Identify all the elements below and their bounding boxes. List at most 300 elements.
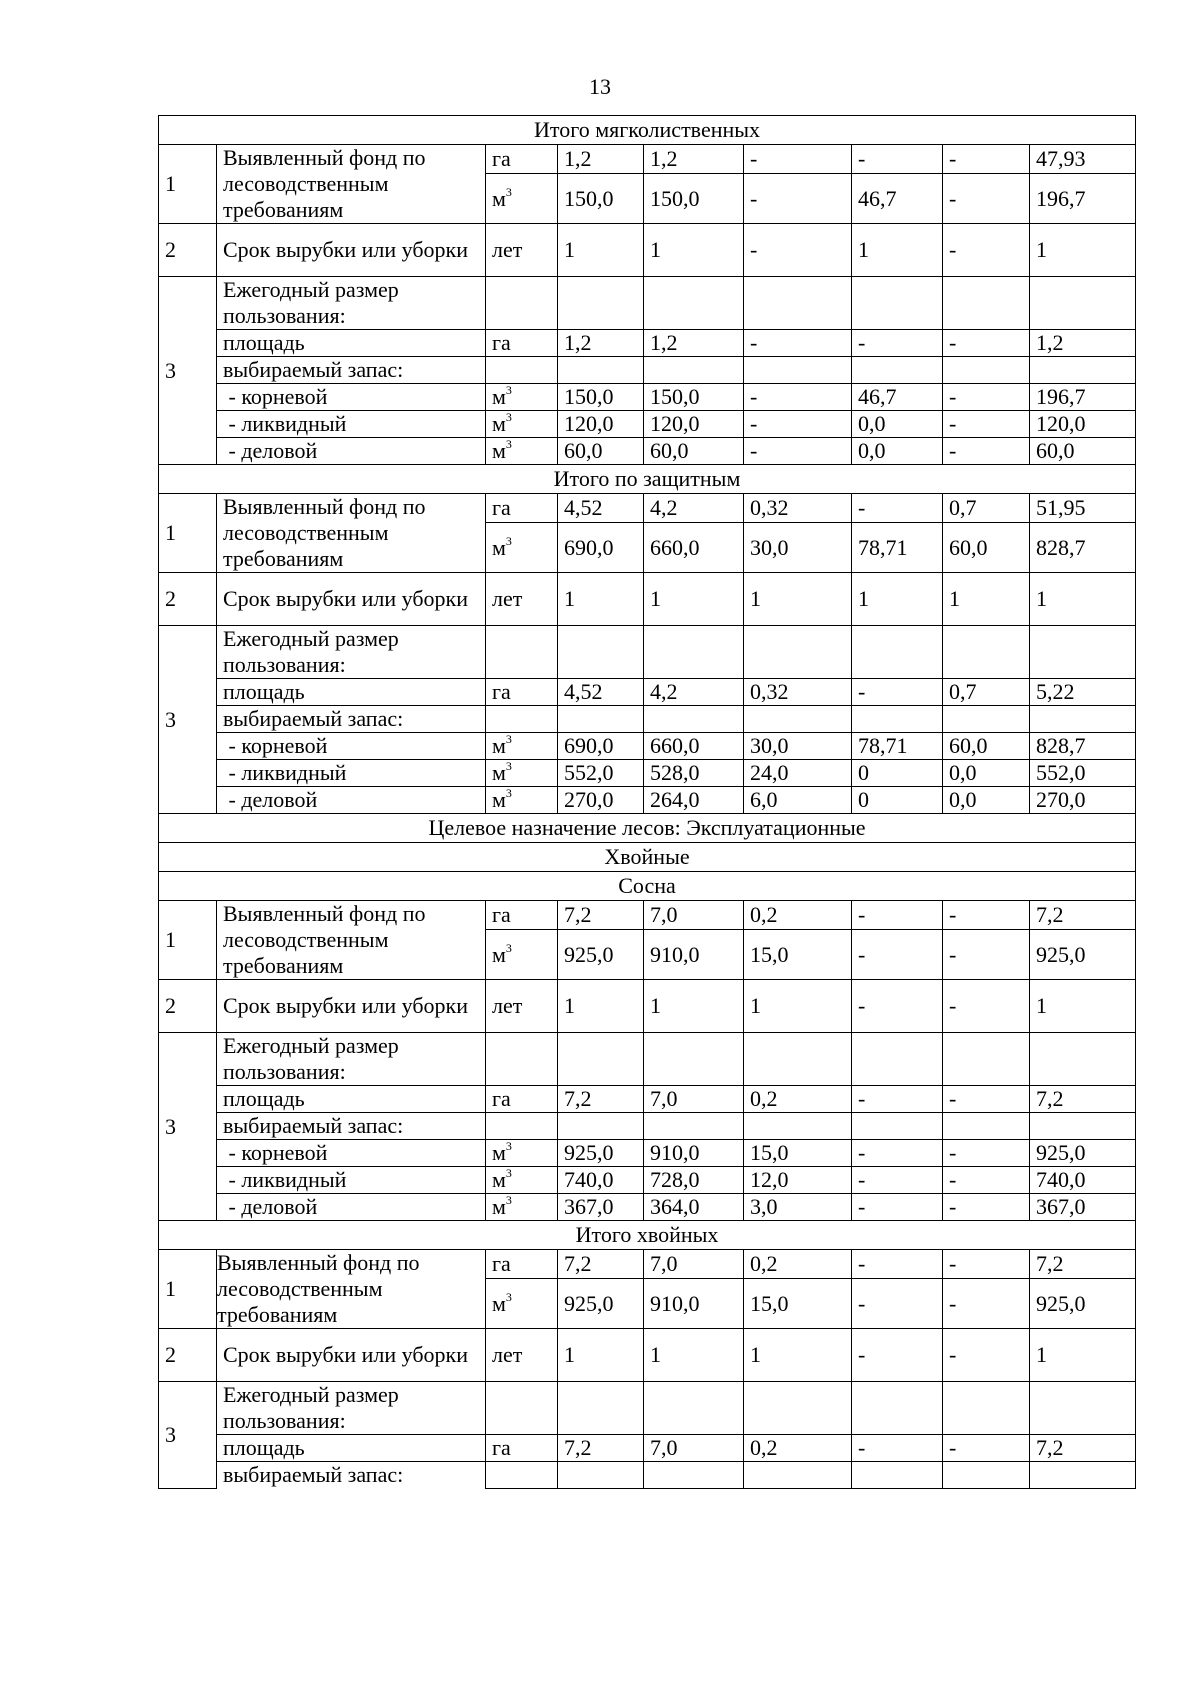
value-cell: - — [943, 1250, 1030, 1279]
stock-business-row — [159, 438, 1136, 465]
empty-cell — [943, 1113, 1030, 1140]
value-cell: 0 — [852, 760, 943, 787]
value-cell: 47,93 — [1030, 145, 1136, 174]
unit-cell — [486, 1167, 558, 1194]
row-number: 1 — [159, 901, 217, 980]
row-label: Ежегодный размер пользования: — [217, 277, 486, 330]
empty-cell — [558, 1033, 644, 1086]
empty-cell — [744, 1113, 852, 1140]
value-cell: - — [744, 224, 852, 277]
value-cell: 46,7 — [852, 174, 943, 224]
empty-cell — [1030, 706, 1136, 733]
value-cell: 120,0 — [558, 411, 644, 438]
value-cell: 690,0 — [558, 733, 644, 760]
value-cell: 740,0 — [558, 1167, 644, 1194]
unit-exponent: 3 — [505, 786, 512, 800]
empty-cell — [486, 1033, 558, 1086]
value-cell: 1 — [558, 224, 644, 277]
section-title: Целевое назначение лесов: Эксплуатационные — [159, 814, 1136, 843]
unit-exponent: 3 — [505, 383, 512, 397]
unit-text: м — [492, 411, 506, 436]
empty-cell — [1030, 626, 1136, 679]
value-cell: 7,2 — [558, 1086, 644, 1113]
section-title: Итого мягколиственных — [159, 116, 1136, 145]
empty-cell — [558, 357, 644, 384]
empty-cell — [558, 626, 644, 679]
value-cell: 1,2 — [558, 145, 644, 174]
value-cell: - — [943, 411, 1030, 438]
row-label: Выявленный фонд по лесоводственным требованиям — [217, 494, 486, 573]
value-cell: - — [943, 1279, 1030, 1329]
value-cell: - — [943, 1194, 1030, 1221]
row-label: - корневой — [217, 384, 486, 411]
unit-text: га — [492, 495, 511, 520]
empty-cell — [943, 357, 1030, 384]
value-cell: 4,52 — [558, 679, 644, 706]
section-title: Итого по защитным — [159, 465, 1136, 494]
value-cell: - — [943, 224, 1030, 277]
stock-root-row — [159, 384, 1136, 411]
empty-cell — [486, 1113, 558, 1140]
value-cell: 0,32 — [744, 494, 852, 523]
value-cell: 925,0 — [558, 930, 644, 980]
empty-cell — [744, 357, 852, 384]
value-cell: 1,2 — [644, 330, 744, 357]
section-header-row — [159, 843, 1136, 872]
row-label: - ликвидный — [217, 760, 486, 787]
value-cell: 1 — [1030, 980, 1136, 1033]
value-cell: 1,2 — [644, 145, 744, 174]
value-cell: 0 — [852, 787, 943, 814]
annual-use-row — [159, 626, 1136, 679]
value-cell: 120,0 — [1030, 411, 1136, 438]
unit-text: га — [492, 902, 511, 927]
value-cell: - — [943, 1167, 1030, 1194]
empty-cell — [486, 357, 558, 384]
unit-exponent: 3 — [505, 1193, 512, 1207]
value-cell: 552,0 — [1030, 760, 1136, 787]
annual-use-row — [159, 1382, 1136, 1435]
empty-cell — [558, 277, 644, 330]
value-cell: 7,2 — [558, 901, 644, 930]
value-cell: 925,0 — [1030, 1140, 1136, 1167]
unit-cell: га — [486, 330, 558, 357]
row-label: площадь — [217, 1435, 486, 1462]
unit-exponent: 3 — [505, 732, 512, 746]
empty-cell — [852, 1113, 943, 1140]
row-label: Выявленный фонд по лесоводственным требованиям — [217, 901, 486, 980]
felling-period-row — [159, 980, 1136, 1033]
row-label: Ежегодный размер пользования: — [217, 1382, 486, 1435]
unit-exponent: 3 — [505, 437, 512, 451]
value-cell: 15,0 — [744, 1140, 852, 1167]
value-cell: - — [852, 1250, 943, 1279]
row-label: - деловой — [217, 1194, 486, 1221]
section-title: Итого хвойных — [159, 1221, 1136, 1250]
unit-cell — [486, 930, 558, 980]
value-cell: 0,32 — [744, 679, 852, 706]
row-label: Срок вырубки или уборки — [217, 1329, 486, 1382]
empty-cell — [744, 1033, 852, 1086]
value-cell: 367,0 — [558, 1194, 644, 1221]
unit-cell — [486, 523, 558, 573]
value-cell: 15,0 — [744, 1279, 852, 1329]
empty-cell — [558, 706, 644, 733]
stock-label-row — [159, 1462, 1136, 1489]
value-cell: 910,0 — [644, 1279, 744, 1329]
unit-cell: лет — [486, 224, 558, 277]
empty-cell — [943, 706, 1030, 733]
value-cell: 24,0 — [744, 760, 852, 787]
value-cell: 1 — [1030, 1329, 1136, 1382]
empty-cell — [852, 357, 943, 384]
value-cell: - — [852, 980, 943, 1033]
value-cell: - — [744, 145, 852, 174]
unit-text: м — [492, 787, 506, 812]
empty-cell — [1030, 1033, 1136, 1086]
unit-cell — [486, 901, 558, 930]
empty-cell — [558, 1382, 644, 1435]
row-label: выбираемый запас: — [217, 1462, 486, 1489]
value-cell: 0,2 — [744, 901, 852, 930]
fund-row-area — [159, 901, 1136, 930]
row-number: 1 — [159, 1250, 217, 1329]
row-label: - деловой — [217, 787, 486, 814]
unit-exponent: 3 — [505, 533, 512, 548]
value-cell: 150,0 — [558, 174, 644, 224]
row-label: Ежегодный размер пользования: — [217, 1033, 486, 1086]
empty-cell — [852, 626, 943, 679]
value-cell: - — [852, 901, 943, 930]
value-cell: 364,0 — [644, 1194, 744, 1221]
value-cell: 0,0 — [943, 760, 1030, 787]
value-cell: 0,2 — [744, 1086, 852, 1113]
value-cell: 7,2 — [1030, 1250, 1136, 1279]
fund-row-area — [159, 1250, 1136, 1279]
empty-cell — [943, 1382, 1030, 1435]
empty-cell — [644, 1462, 744, 1489]
value-cell: 1 — [1030, 573, 1136, 626]
unit-cell: га — [486, 1435, 558, 1462]
row-number: 3 — [159, 277, 217, 465]
empty-cell — [744, 706, 852, 733]
value-cell: - — [943, 1435, 1030, 1462]
value-cell: 1 — [744, 573, 852, 626]
value-cell: 6,0 — [744, 787, 852, 814]
section-header-row — [159, 465, 1136, 494]
value-cell: 196,7 — [1030, 174, 1136, 224]
value-cell: 7,2 — [1030, 1435, 1136, 1462]
value-cell: 910,0 — [644, 930, 744, 980]
value-cell: 7,2 — [558, 1250, 644, 1279]
unit-text: м — [492, 760, 506, 785]
stock-business-row — [159, 1194, 1136, 1221]
row-label: - корневой — [217, 1140, 486, 1167]
row-label: Срок вырубки или уборки — [217, 980, 486, 1033]
value-cell: 270,0 — [558, 787, 644, 814]
row-label: Выявленный фонд по лесоводственным требованиям — [217, 1250, 486, 1329]
value-cell: 7,2 — [558, 1435, 644, 1462]
unit-exponent: 3 — [505, 759, 512, 773]
row-label: - корневой — [217, 733, 486, 760]
unit-cell — [486, 438, 558, 465]
felling-period-row — [159, 573, 1136, 626]
unit-cell — [486, 787, 558, 814]
stock-label-row — [159, 1113, 1136, 1140]
row-label: Срок вырубки или уборки — [217, 573, 486, 626]
unit-exponent: 3 — [505, 410, 512, 424]
empty-cell — [852, 1462, 943, 1489]
row-number: 2 — [159, 573, 217, 626]
empty-cell — [644, 357, 744, 384]
unit-cell — [486, 733, 558, 760]
row-number: 2 — [159, 1329, 217, 1382]
empty-cell — [486, 1462, 558, 1489]
value-cell: - — [943, 174, 1030, 224]
value-cell: 690,0 — [558, 523, 644, 573]
unit-cell: га — [486, 1086, 558, 1113]
value-cell: 660,0 — [644, 523, 744, 573]
value-cell: - — [852, 330, 943, 357]
value-cell: 30,0 — [744, 523, 852, 573]
value-cell: 4,52 — [558, 494, 644, 523]
row-label: выбираемый запас: — [217, 357, 486, 384]
value-cell: 828,7 — [1030, 733, 1136, 760]
empty-cell — [486, 1382, 558, 1435]
unit-cell — [486, 1250, 558, 1279]
empty-cell — [486, 706, 558, 733]
value-cell: - — [744, 174, 852, 224]
unit-text: м — [492, 185, 506, 211]
empty-cell — [644, 1033, 744, 1086]
empty-cell — [558, 1462, 644, 1489]
value-cell: - — [852, 1167, 943, 1194]
unit-cell: лет — [486, 573, 558, 626]
value-cell: 60,0 — [558, 438, 644, 465]
value-cell: - — [744, 330, 852, 357]
row-number: 3 — [159, 626, 217, 814]
value-cell: 30,0 — [744, 733, 852, 760]
value-cell: 552,0 — [558, 760, 644, 787]
felling-period-row — [159, 1329, 1136, 1382]
value-cell: - — [852, 145, 943, 174]
section-header-row — [159, 872, 1136, 901]
unit-exponent: 3 — [505, 1289, 512, 1304]
row-number: 2 — [159, 224, 217, 277]
empty-cell — [558, 1113, 644, 1140]
value-cell: 15,0 — [744, 930, 852, 980]
value-cell: - — [852, 1086, 943, 1113]
value-cell: - — [852, 930, 943, 980]
area-row — [159, 679, 1136, 706]
value-cell: 1,2 — [558, 330, 644, 357]
empty-cell — [1030, 1113, 1136, 1140]
value-cell: 925,0 — [1030, 1279, 1136, 1329]
value-cell: 1 — [644, 1329, 744, 1382]
row-label: Выявленный фонд по лесоводственным требованиям — [217, 145, 486, 224]
value-cell: 0,7 — [943, 679, 1030, 706]
value-cell: 7,0 — [644, 1086, 744, 1113]
unit-exponent: 3 — [505, 1166, 512, 1180]
value-cell: 264,0 — [644, 787, 744, 814]
value-cell: 78,71 — [852, 733, 943, 760]
empty-cell — [744, 626, 852, 679]
page-number: 13 — [589, 74, 611, 99]
stock-root-row — [159, 1140, 1136, 1167]
unit-text: м — [492, 534, 506, 560]
row-number: 1 — [159, 494, 217, 573]
row-label: - ликвидный — [217, 1167, 486, 1194]
empty-cell — [644, 1113, 744, 1140]
value-cell: 3,0 — [744, 1194, 852, 1221]
value-cell: 1 — [558, 573, 644, 626]
unit-text: га — [492, 146, 511, 171]
row-label: площадь — [217, 330, 486, 357]
empty-cell — [744, 1382, 852, 1435]
stock-root-row — [159, 733, 1136, 760]
value-cell: 5,22 — [1030, 679, 1136, 706]
value-cell: - — [852, 494, 943, 523]
value-cell: 150,0 — [644, 384, 744, 411]
unit-cell — [486, 1279, 558, 1329]
value-cell: 1 — [558, 980, 644, 1033]
stock-liquid-row — [159, 760, 1136, 787]
value-cell: 78,71 — [852, 523, 943, 573]
value-cell: 0,0 — [852, 411, 943, 438]
value-cell: 528,0 — [644, 760, 744, 787]
section-header-row — [159, 814, 1136, 843]
value-cell: - — [852, 1279, 943, 1329]
unit-cell — [486, 145, 558, 174]
row-label: Срок вырубки или уборки — [217, 224, 486, 277]
value-cell: 1,2 — [1030, 330, 1136, 357]
value-cell: - — [943, 145, 1030, 174]
value-cell: 0,2 — [744, 1250, 852, 1279]
empty-cell — [943, 277, 1030, 330]
value-cell: - — [744, 411, 852, 438]
value-cell: 150,0 — [644, 174, 744, 224]
row-label: выбираемый запас: — [217, 1113, 486, 1140]
value-cell: 1 — [852, 573, 943, 626]
value-cell: - — [943, 1086, 1030, 1113]
row-number: 2 — [159, 980, 217, 1033]
empty-cell — [744, 1462, 852, 1489]
value-cell: 7,0 — [644, 901, 744, 930]
section-title: Хвойные — [159, 843, 1136, 872]
value-cell: 367,0 — [1030, 1194, 1136, 1221]
area-row — [159, 1086, 1136, 1113]
value-cell: 0,0 — [943, 787, 1030, 814]
unit-text: м — [492, 941, 506, 967]
value-cell: 0,7 — [943, 494, 1030, 523]
value-cell: - — [852, 679, 943, 706]
empty-cell — [943, 1462, 1030, 1489]
value-cell: 1 — [644, 980, 744, 1033]
value-cell: 150,0 — [558, 384, 644, 411]
unit-cell — [486, 1140, 558, 1167]
value-cell: 270,0 — [1030, 787, 1136, 814]
fund-row-area — [159, 494, 1136, 523]
value-cell: 60,0 — [943, 733, 1030, 760]
value-cell: 7,0 — [644, 1435, 744, 1462]
unit-text: м — [492, 733, 506, 758]
section-header-row — [159, 116, 1136, 145]
value-cell: 51,95 — [1030, 494, 1136, 523]
unit-text: м — [492, 1194, 506, 1219]
value-cell: 1 — [644, 224, 744, 277]
row-label: площадь — [217, 1086, 486, 1113]
empty-cell — [852, 1382, 943, 1435]
value-cell: 1 — [852, 224, 943, 277]
value-cell: 1 — [558, 1329, 644, 1382]
value-cell: 12,0 — [744, 1167, 852, 1194]
value-cell: 60,0 — [1030, 438, 1136, 465]
empty-cell — [943, 626, 1030, 679]
value-cell: 1 — [744, 980, 852, 1033]
empty-cell — [486, 277, 558, 330]
unit-cell — [486, 760, 558, 787]
empty-cell — [852, 706, 943, 733]
value-cell: - — [943, 930, 1030, 980]
value-cell: - — [943, 1140, 1030, 1167]
row-label: выбираемый запас: — [217, 706, 486, 733]
unit-cell: лет — [486, 1329, 558, 1382]
value-cell: 0,2 — [744, 1435, 852, 1462]
empty-cell — [644, 706, 744, 733]
empty-cell — [644, 626, 744, 679]
unit-exponent: 3 — [505, 940, 512, 955]
forest-use-table — [158, 115, 1136, 1489]
empty-cell — [1030, 277, 1136, 330]
value-cell: 1 — [943, 573, 1030, 626]
value-cell: 4,2 — [644, 679, 744, 706]
unit-exponent: 3 — [505, 1139, 512, 1153]
unit-text: м — [492, 1167, 506, 1192]
felling-period-row — [159, 224, 1136, 277]
value-cell: 925,0 — [558, 1279, 644, 1329]
empty-cell — [943, 1033, 1030, 1086]
row-number: 3 — [159, 1033, 217, 1221]
empty-cell — [1030, 1462, 1136, 1489]
value-cell: 196,7 — [1030, 384, 1136, 411]
empty-cell — [644, 1382, 744, 1435]
empty-cell — [644, 277, 744, 330]
annual-use-row — [159, 1033, 1136, 1086]
unit-cell — [486, 384, 558, 411]
stock-liquid-row — [159, 411, 1136, 438]
section-title: Сосна — [159, 872, 1136, 901]
value-cell: 0,0 — [852, 438, 943, 465]
value-cell: - — [943, 438, 1030, 465]
unit-cell — [486, 411, 558, 438]
value-cell: 925,0 — [558, 1140, 644, 1167]
unit-cell — [486, 494, 558, 523]
fund-row-area — [159, 145, 1136, 174]
unit-cell — [486, 174, 558, 224]
stock-liquid-row — [159, 1167, 1136, 1194]
value-cell: 7,2 — [1030, 901, 1136, 930]
value-cell: 60,0 — [943, 523, 1030, 573]
empty-cell — [852, 277, 943, 330]
value-cell: 728,0 — [644, 1167, 744, 1194]
unit-exponent: 3 — [505, 184, 512, 199]
value-cell: - — [852, 1329, 943, 1382]
value-cell: 7,0 — [644, 1250, 744, 1279]
row-label: площадь — [217, 679, 486, 706]
value-cell: 7,2 — [1030, 1086, 1136, 1113]
value-cell: 828,7 — [1030, 523, 1136, 573]
value-cell: 1 — [1030, 224, 1136, 277]
